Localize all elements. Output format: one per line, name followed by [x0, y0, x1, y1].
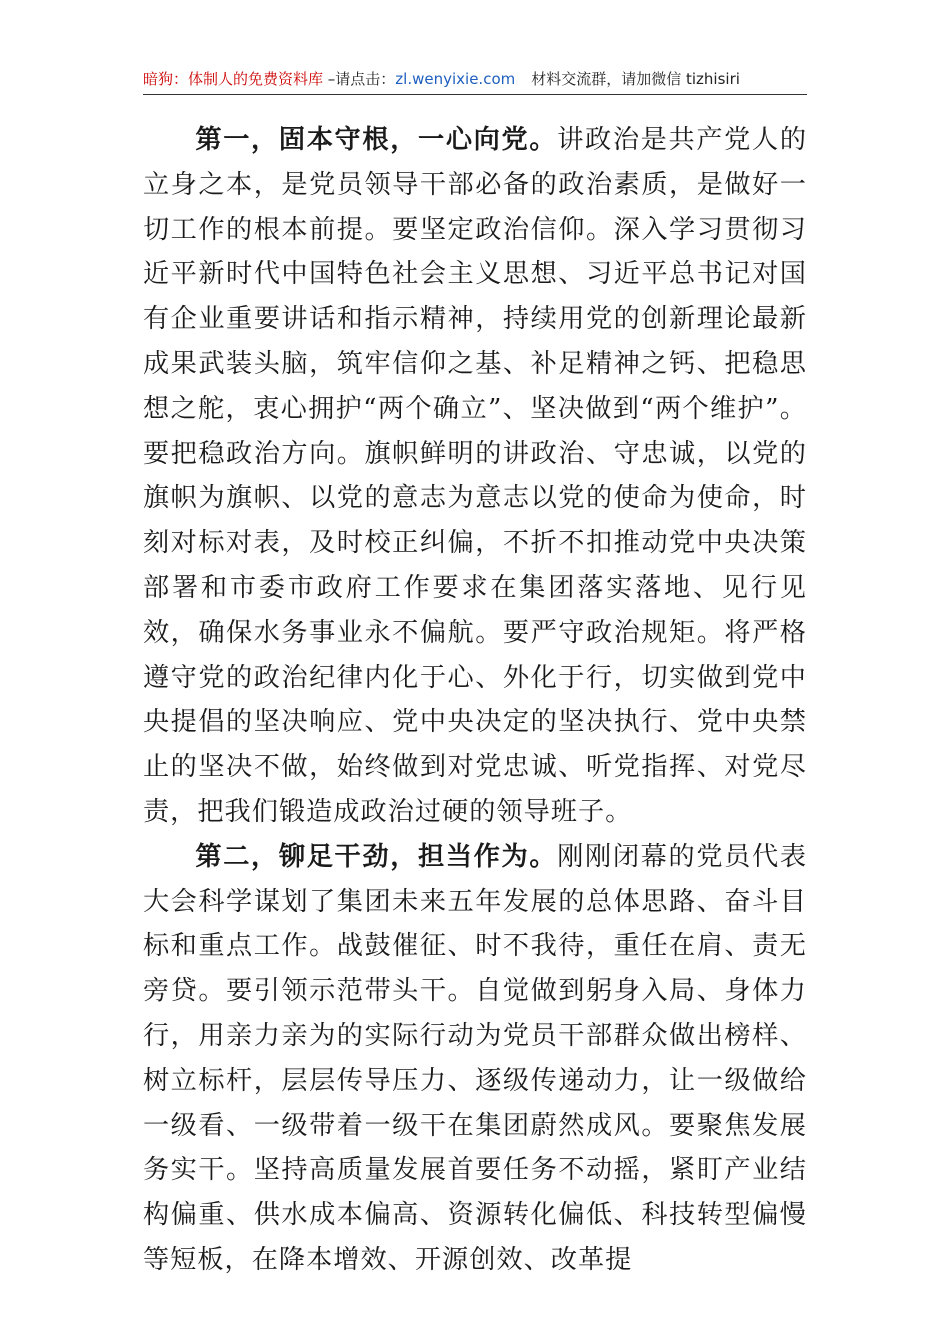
header-site-link[interactable]: zl.wenyixie.com	[395, 70, 516, 88]
header-contact: 材料交流群，请加微信 tizhisiri	[531, 70, 740, 88]
paragraph-1	[143, 118, 807, 835]
header-prompt: –请点击：	[323, 70, 396, 88]
page-header	[143, 64, 807, 95]
paragraph-2	[143, 835, 807, 1283]
paragraph-2-body: 刚刚闭幕的党员代表大会科学谋划了集团未来五年发展的总体思路、奋斗目标和重点工作。战鼓催征、时不我待，重任在肩、责无旁贷。要引领示范带头干。自觉做到躬身入局、身体力行，用亲力亲为的实际行动为党员干部群众做出榜样、树立标杆，层层传导压力、逐级传递动力，让一级做给一级看、一级带着一级干在集团蔚然成风。要聚焦发展务实干。坚持高质量发展首要任务不动摇，紧盯产业结构偏重、供水成本偏高、资源转化偏低、科技转型偏慢等短板，在降本增效、开源创效、改革提	[143, 841, 808, 1275]
paragraph-1-body: 讲政治是共产党人的立身之本，是党员领导干部必备的政治素质，是做好一切工作的根本前提。要坚定政治信仰。深入学习贯彻习近平新时代中国特色社会主义思想、习近平总书记对国有企业重要讲话和指示精神，持续用党的创新理论最新成果武装头脑，筑牢信仰之基、补足精神之钙、把稳思想之舵，衷心拥护“两个确立”、坚决做到“两个维护”。要把稳政治方向。旗帜鲜明的讲政治、守忠诚，以党的旗帜为旗帜、以党的意志为意志以党的使命为使命，时刻对标对表，及时校正纠偏，不折不扣推动党中央决策部署和市委市政府工作要求在集团落实落地、见行见效，确保水务事业永不偏航。要严守政治规矩。将严格遵守党的政治纪律内化于心、外化于行，切实做到党中央提倡的坚决响应、党中央决定的坚决执行、党中央禁止的坚决不做，始终做到对党忠诚、听党指挥、对党尽责，把我们锻造成政治过硬的领导班子。	[143, 125, 808, 827]
document-body	[143, 118, 807, 1283]
header-brand: 暗狗：体制人的免费资料库	[143, 70, 324, 88]
paragraph-2-heading: 第二，铆足干劲，担当作为。	[195, 841, 558, 872]
paragraph-1-heading: 第一，固本守根，一心向党。	[195, 125, 558, 155]
